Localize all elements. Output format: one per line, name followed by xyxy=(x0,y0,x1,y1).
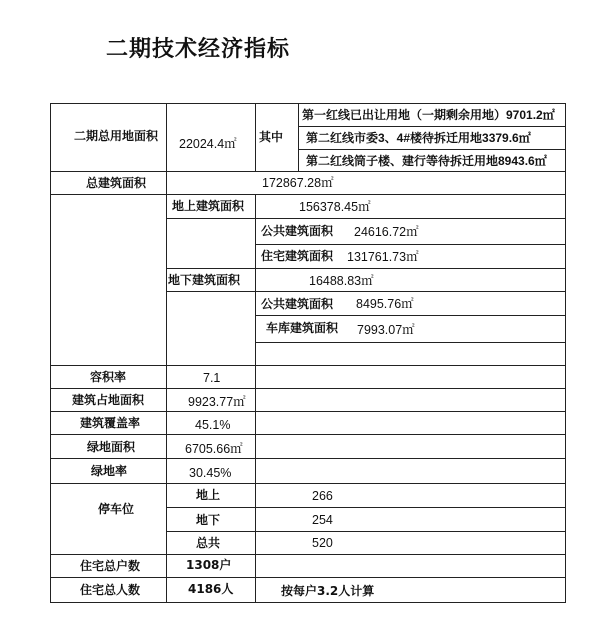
green-area-label: 绿地面积 xyxy=(87,440,136,454)
parking-label: 停车位 xyxy=(98,502,135,516)
parking-total-label: 总共 xyxy=(196,536,221,550)
green-ratio-label: 绿地率 xyxy=(91,464,128,478)
table-cell xyxy=(255,434,566,459)
table-cell xyxy=(255,507,566,532)
land-item-2: 第二红线市委3、4#楼待拆迁用地3379.6㎡ xyxy=(306,131,531,145)
table-cell xyxy=(255,411,566,435)
parking-total-value: 520 xyxy=(312,536,333,550)
coverage-label: 建筑覆盖率 xyxy=(80,416,141,430)
table-cell xyxy=(50,194,167,366)
land-area-value: 22024.4㎡ xyxy=(179,137,237,151)
green-ratio-value: 30.45% xyxy=(189,466,232,480)
below-public-label: 公共建筑面积 xyxy=(261,297,334,311)
households-value: 1308户 xyxy=(186,558,232,572)
footprint-value: 9923.77㎡ xyxy=(188,395,246,409)
footprint-label: 建筑占地面积 xyxy=(72,393,145,407)
coverage-value: 45.1% xyxy=(195,418,231,432)
gfa-label: 总建筑面积 xyxy=(86,176,147,190)
of-which-label: 其中 xyxy=(259,130,284,144)
table-cell xyxy=(255,365,566,389)
table-cell xyxy=(255,342,566,366)
population-label: 住宅总人数 xyxy=(80,583,141,597)
land-area-label: 二期总用地面积 xyxy=(74,129,159,143)
gfa-value: 172867.28㎡ xyxy=(262,176,334,190)
table-cell xyxy=(255,531,566,555)
land-item-3: 第二红线筒子楼、建行等待拆迁用地8943.6㎡ xyxy=(306,154,547,168)
far-value: 7.1 xyxy=(203,371,221,385)
parking-above-label: 地上 xyxy=(196,488,221,502)
parking-below-value: 254 xyxy=(312,513,333,527)
table-cell xyxy=(255,554,566,578)
table-cell xyxy=(255,458,566,484)
below-gfa-value: 16488.83㎡ xyxy=(309,274,374,288)
far-label: 容积率 xyxy=(90,370,127,384)
table-cell xyxy=(166,291,256,366)
table-cell xyxy=(50,483,167,555)
households-label: 住宅总户数 xyxy=(80,559,141,573)
green-area-value: 6705.66㎡ xyxy=(185,442,243,456)
above-public-label: 公共建筑面积 xyxy=(261,224,334,238)
land-item-1: 第一红线已出让用地（一期剩余用地）9701.2㎡ xyxy=(302,108,555,122)
above-gfa-label: 地上建筑面积 xyxy=(172,199,245,213)
page-title: 二期技术经济指标 xyxy=(106,37,291,62)
above-gfa-value: 156378.45㎡ xyxy=(299,200,371,214)
garage-value: 7993.07㎡ xyxy=(357,323,415,337)
parking-above-value: 266 xyxy=(312,489,333,503)
population-note: 按每户3.2人计算 xyxy=(281,584,375,598)
table-cell xyxy=(255,268,566,292)
table-cell xyxy=(255,483,566,508)
table-cell xyxy=(166,171,566,195)
table-cell xyxy=(166,218,256,269)
table-cell xyxy=(255,388,566,412)
below-gfa-label: 地下建筑面积 xyxy=(168,273,241,287)
below-public-value: 8495.76㎡ xyxy=(356,297,414,311)
above-public-value: 24616.72㎡ xyxy=(354,225,419,239)
parking-below-label: 地下 xyxy=(196,513,221,527)
garage-label: 车库建筑面积 xyxy=(266,321,339,335)
above-residential-value: 131761.73㎡ xyxy=(347,250,419,264)
above-residential-label: 住宅建筑面积 xyxy=(261,249,334,263)
population-value: 4186人 xyxy=(188,582,234,596)
